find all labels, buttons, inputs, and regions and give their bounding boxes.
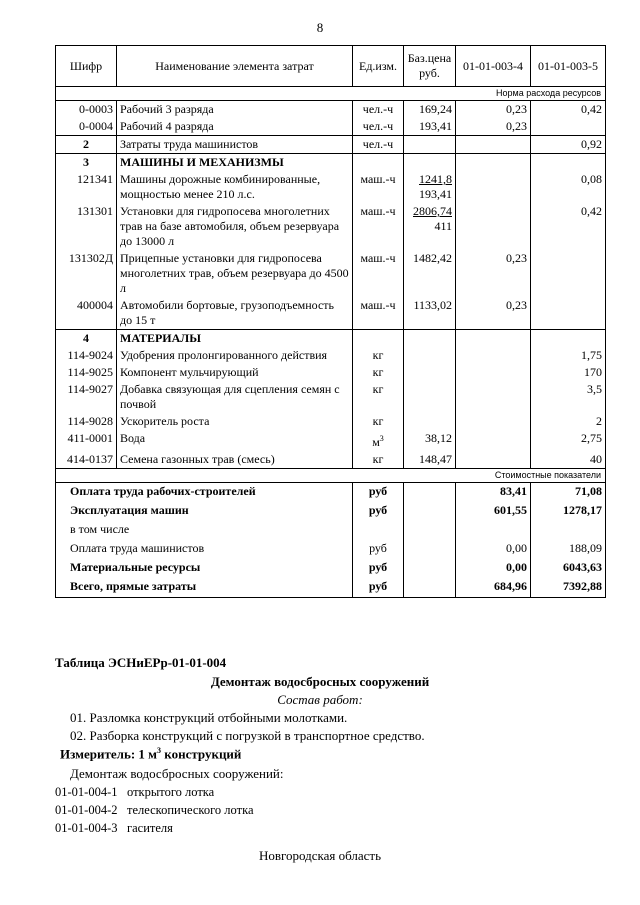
cell-col2 <box>531 118 606 136</box>
cell-col1 <box>456 171 531 203</box>
cell-code: 114-9024 <box>56 347 117 364</box>
header-name: Наименование элемента затрат <box>117 46 353 87</box>
cell-col1: 0,23 <box>456 118 531 136</box>
cell-name: Затраты труда машинистов <box>117 136 353 154</box>
cell-code: 114-9028 <box>56 413 117 430</box>
demo-intro: Демонтаж водосбросных сооружений: <box>70 766 284 781</box>
cell-col2 <box>531 154 606 172</box>
totals-row <box>56 540 606 559</box>
cell-unit: кг <box>353 347 404 364</box>
totals-empty <box>404 483 456 503</box>
totals-empty <box>404 502 456 521</box>
cell-col1: 0,23 <box>456 250 531 297</box>
table-row <box>56 347 606 364</box>
cell-unit: чел.-ч <box>353 118 404 136</box>
table-row <box>56 451 606 469</box>
cell-col2: 0,92 <box>531 136 606 154</box>
cell-col2: 2,75 <box>531 430 606 451</box>
table-row <box>56 118 606 136</box>
table-row <box>56 381 606 413</box>
totals-empty <box>404 578 456 598</box>
cell-unit: кг <box>353 413 404 430</box>
norm-band-label: Норма расхода ресурсов <box>56 87 606 101</box>
cell-unit: чел.-ч <box>353 136 404 154</box>
cost-band-row <box>56 469 606 483</box>
cell-code: 131301 <box>56 203 117 250</box>
cell-code: 4 <box>56 330 117 348</box>
totals-col1: 601,55 <box>456 502 531 521</box>
cell-code: 3 <box>56 154 117 172</box>
totals-col2: 1278,17 <box>531 502 606 521</box>
resource-table <box>55 45 606 598</box>
cell-col2 <box>531 297 606 330</box>
totals-row <box>56 559 606 578</box>
header-base-price: Баз.цена руб. <box>404 46 456 87</box>
totals-name: Материальные ресурсы <box>56 559 353 578</box>
cell-base-price <box>404 381 456 413</box>
table-header-row <box>56 46 606 87</box>
list-item: 01-01-004-3 гасителя <box>55 821 173 835</box>
cell-col1 <box>456 203 531 250</box>
page-number: 8 <box>316 20 324 35</box>
norm-band-row <box>56 87 606 101</box>
cell-col1 <box>456 451 531 469</box>
cell-col2 <box>531 330 606 348</box>
cell-col1 <box>456 364 531 381</box>
totals-col1: 684,96 <box>456 578 531 598</box>
cell-name: Удобрения пролонгированного действия <box>117 347 353 364</box>
totals-row <box>56 578 606 598</box>
totals-col2: 71,08 <box>531 483 606 503</box>
cell-col2: 0,42 <box>531 101 606 119</box>
cell-unit <box>353 154 404 172</box>
cell-name: Машины дорожные комбинированные, мощностью менее 210 л.с. <box>117 171 353 203</box>
cell-col1: 0,23 <box>456 297 531 330</box>
work-subtitle: Состав работ: <box>277 692 363 707</box>
cell-name: Прицепные установки для гидропосева многолетних трав, объем резервуара до 4500 л <box>117 250 353 297</box>
cell-name: Компонент мульчирующий <box>117 364 353 381</box>
cell-name: Добавка связующая для сцепления семян с почвой <box>117 381 353 413</box>
cell-name: Рабочий 4 разряда <box>117 118 353 136</box>
totals-col2: 7392,88 <box>531 578 606 598</box>
cell-col2: 0,08 <box>531 171 606 203</box>
totals-col2: 188,09 <box>531 540 606 559</box>
table-row <box>56 154 606 172</box>
totals-empty <box>404 521 456 540</box>
totals-empty <box>404 559 456 578</box>
cell-col2: 2 <box>531 413 606 430</box>
cell-base-price: 148,47 <box>404 451 456 469</box>
cell-code: 114-9027 <box>56 381 117 413</box>
cell-base-price <box>404 154 456 172</box>
cell-unit: кг <box>353 364 404 381</box>
table-row <box>56 413 606 430</box>
header-col1: 01-01-003-4 <box>456 46 531 87</box>
totals-name: в том числе <box>56 521 353 540</box>
cell-base-price: 1133,02 <box>404 297 456 330</box>
cell-unit <box>353 330 404 348</box>
cell-name: Ускоритель роста <box>117 413 353 430</box>
cell-base-price: 2806,74 411 <box>404 203 456 250</box>
totals-col1 <box>456 521 531 540</box>
table-row <box>56 430 606 451</box>
table-row <box>56 250 606 297</box>
cost-band-label: Стоимостные показатели <box>56 469 606 483</box>
cell-col1 <box>456 413 531 430</box>
cell-code: 121341 <box>56 171 117 203</box>
totals-name: Оплата труда машинистов <box>56 540 353 559</box>
cell-unit: кг <box>353 381 404 413</box>
work-step: 01. Разломка конструкций отбойными молотками. <box>70 710 348 725</box>
cell-base-price <box>404 330 456 348</box>
cell-name: Рабочий 3 разряда <box>117 101 353 119</box>
cell-code: 2 <box>56 136 117 154</box>
totals-unit: руб <box>353 502 404 521</box>
cell-base-price: 1482,42 <box>404 250 456 297</box>
cell-name: МАШИНЫ И МЕХАНИЗМЫ <box>117 154 353 172</box>
totals-name: Оплата труда рабочих-строителей <box>56 483 353 503</box>
cell-base-price: 38,12 <box>404 430 456 451</box>
cell-code: 114-9025 <box>56 364 117 381</box>
work-step: 02. Разборка конструкций с погрузкой в транспортное средство. <box>70 728 425 743</box>
measure-line: Измеритель: 1 $м^3$ конструкций <box>60 746 242 762</box>
cell-col2: 170 <box>531 364 606 381</box>
cell-base-price: 169,24 <box>404 101 456 119</box>
table-row <box>56 171 606 203</box>
cell-unit: маш.-ч <box>353 297 404 330</box>
table-row <box>56 330 606 348</box>
cell-code: 414-0137 <box>56 451 117 469</box>
totals-empty <box>404 540 456 559</box>
totals-col1: 83,41 <box>456 483 531 503</box>
totals-row <box>56 502 606 521</box>
cell-col1 <box>456 347 531 364</box>
cell-col1 <box>456 330 531 348</box>
totals-unit: руб <box>353 540 404 559</box>
cell-base-price <box>404 347 456 364</box>
header-col2: 01-01-003-5 <box>531 46 606 87</box>
table-row <box>56 203 606 250</box>
cell-unit: чел.-ч <box>353 101 404 119</box>
cell-base-price <box>404 413 456 430</box>
totals-name: Всего, прямые затраты <box>56 578 353 598</box>
cell-col1: 0,23 <box>456 101 531 119</box>
cell-name: Автомобили бортовые, грузоподъемность до 15 т <box>117 297 353 330</box>
cell-unit: маш.-ч <box>353 250 404 297</box>
totals-col2 <box>531 521 606 540</box>
cell-base-price: 193,41 <box>404 118 456 136</box>
cell-col2: 0,42 <box>531 203 606 250</box>
cell-col1 <box>456 430 531 451</box>
table-row <box>56 101 606 119</box>
work-title: Демонтаж водосбросных сооружений <box>210 674 430 689</box>
cell-name: Семена газонных трав (смесь) <box>117 451 353 469</box>
cell-col2: 1,75 <box>531 347 606 364</box>
header-unit: Ед.изм. <box>353 46 404 87</box>
table-row <box>56 297 606 330</box>
table-row <box>56 364 606 381</box>
cell-col1 <box>456 154 531 172</box>
totals-unit: руб <box>353 483 404 503</box>
cell-col2 <box>531 250 606 297</box>
cell-base-price <box>404 364 456 381</box>
cell-name: МАТЕРИАЛЫ <box>117 330 353 348</box>
totals-unit: руб <box>353 578 404 598</box>
totals-row <box>56 521 606 540</box>
header-code: Шифр <box>56 46 117 87</box>
footer-region: Новгородская область <box>258 848 382 863</box>
cell-unit: кг <box>353 451 404 469</box>
cell-col2: 3,5 <box>531 381 606 413</box>
cell-code: 400004 <box>56 297 117 330</box>
cell-col1 <box>456 136 531 154</box>
table-title: Таблица ЭСНиЕРр-01-01-004 <box>55 655 227 670</box>
list-item: 01-01-004-2 телескопического лотка <box>55 803 254 817</box>
cell-code: 0-0004 <box>56 118 117 136</box>
cell-code: 0-0003 <box>56 101 117 119</box>
cell-unit: маш.-ч <box>353 171 404 203</box>
cell-col2: 40 <box>531 451 606 469</box>
cell-code: 411-0001 <box>56 430 117 451</box>
cell-unit: $м^3$ <box>353 430 404 451</box>
cell-base-price <box>404 136 456 154</box>
totals-col2: 6043,63 <box>531 559 606 578</box>
totals-name: Эксплуатация машин <box>56 502 353 521</box>
table-row <box>56 136 606 154</box>
totals-unit: руб <box>353 559 404 578</box>
totals-row <box>56 483 606 503</box>
cell-unit: маш.-ч <box>353 203 404 250</box>
cell-name: Установки для гидропосева многолетних трав на базе автомобиля, объем резервуара до 13000 л <box>117 203 353 250</box>
totals-col1: 0,00 <box>456 540 531 559</box>
totals-unit <box>353 521 404 540</box>
list-item: 01-01-004-1 открытого лотка <box>55 785 215 799</box>
cell-code: 131302Д <box>56 250 117 297</box>
cell-col1 <box>456 381 531 413</box>
cell-name: Вода <box>117 430 353 451</box>
totals-col1: 0,00 <box>456 559 531 578</box>
cell-base-price: 1241,8 193,41 <box>404 171 456 203</box>
